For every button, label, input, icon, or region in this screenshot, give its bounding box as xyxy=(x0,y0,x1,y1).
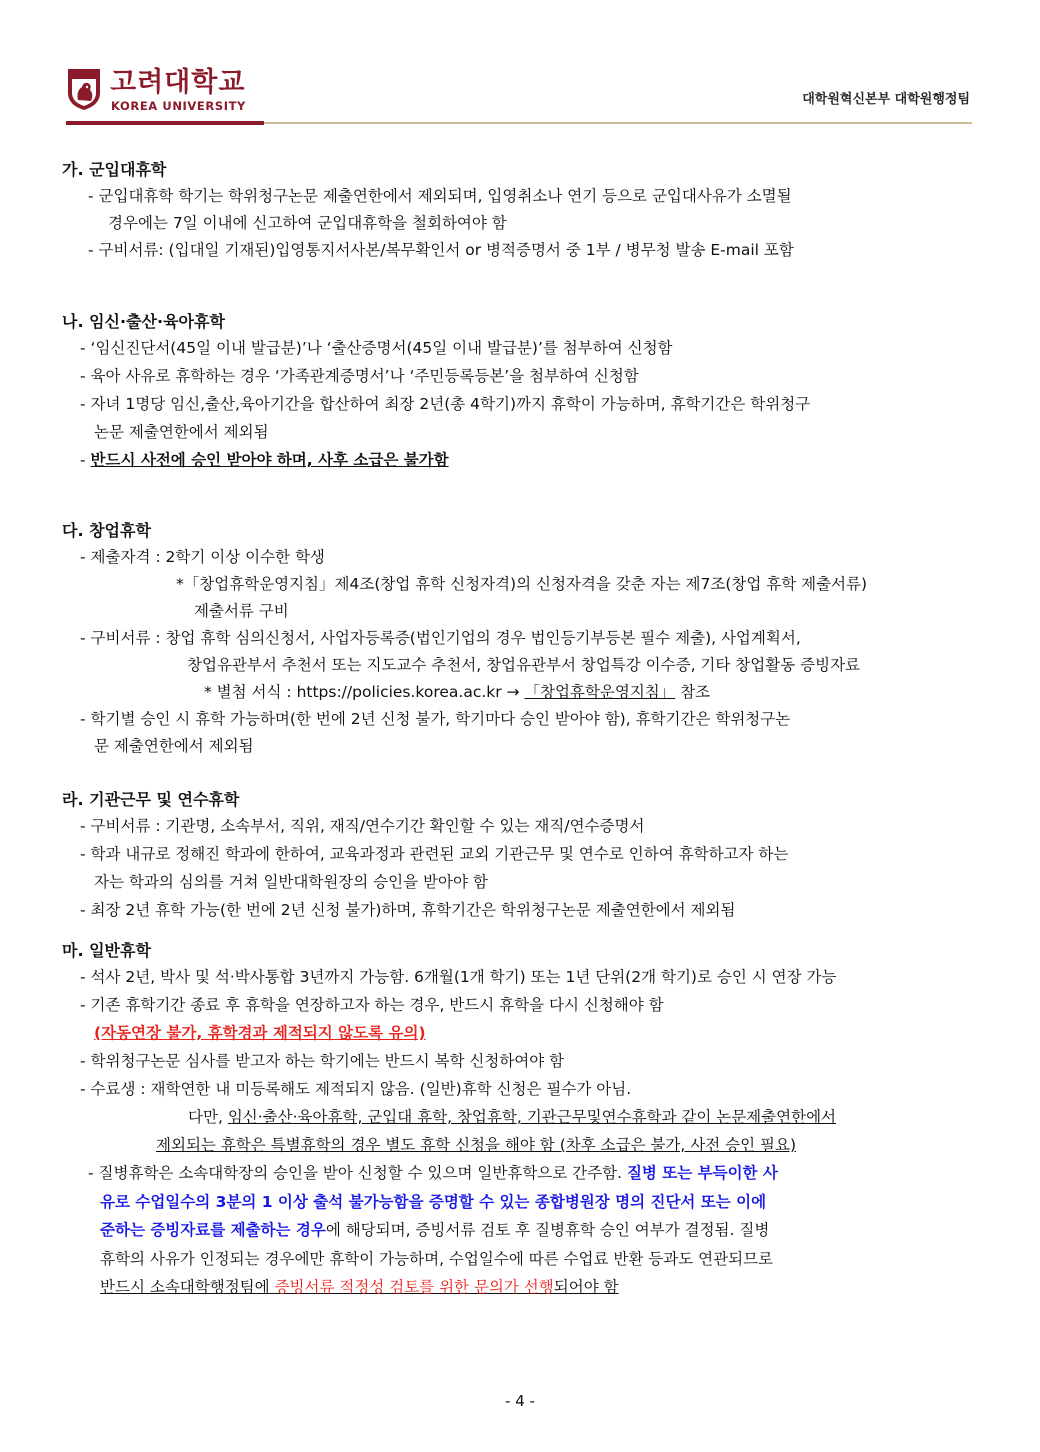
list-item: - 구비서류: (입대일 기재된)입영통지서사본/복무확인서 or 병적증명서 중 1부 / 병무청 발송 E-mail 포함 xyxy=(88,241,794,259)
page-number: - 4 - xyxy=(505,1392,535,1410)
list-item-continuation: 창업유관부서 추천서 또는 지도교수 추천서, 창업유관부서 창업특강 이수증, 기타 창업활동 증빙자료 xyxy=(187,656,861,674)
list-item: - 구비서류 : 기관명, 소속부서, 직위, 재직/연수기간 확인할 수 있는 재직/연수증명서 xyxy=(80,817,645,835)
list-item: - ‘임신진단서(45일 이내 발급분)’나 ‘출산증명서(45일 이내 발급분)’를 첨부하여 신청함 xyxy=(80,339,673,357)
list-item-continuation: 준하는 증빙자료를 제출하는 경우에 해당되며, 증빙서류 검토 후 질병휴학 승인 여부가 결정됨. 질병 xyxy=(100,1221,770,1239)
list-item: - 육아 사유로 휴학하는 경우 ‘가족관계증명서’나 ‘주민등록등본’을 첨부하여 신청함 xyxy=(80,367,639,385)
section-startup-leave xyxy=(62,517,978,760)
list-item: - 학기별 승인 시 휴학 가능하며(한 번에 2년 신청 불가, 학기마다 승인 받아야 함), 휴학기간은 학위청구논 xyxy=(80,710,791,728)
page-header xyxy=(66,62,972,126)
list-item: - 제출자격 : 2학기 이상 이수한 학생 xyxy=(80,548,325,566)
list-item-continuation: 문 제출연한에서 제외됨 xyxy=(94,737,254,755)
section-pregnancy-leave xyxy=(62,308,978,475)
guideline-link[interactable]: 「창업휴학운영지침」 xyxy=(524,683,676,701)
list-item-continuation: 반드시 소속대학행정팀에 증빙서류 적정성 검토를 위한 문의가 선행되어야 함 xyxy=(100,1278,619,1296)
section-general-leave xyxy=(62,937,978,1303)
list-item: - 수료생 : 재학연한 내 미등록해도 제적되지 않음. (일반)휴학 신청은 필수가 아님. xyxy=(80,1080,632,1098)
document-body xyxy=(62,156,978,1303)
list-item: - 석사 2년, 박사 및 석·박사통합 3년까지 가능함. 6개월(1개 학기) 또는 1년 단위(2개 학기)로 승인 시 연장 가능 xyxy=(80,968,837,986)
list-item-continuation: 유로 수업일수의 3분의 1 이상 출석 불가능함을 증명할 수 있는 종합병원장 명의 진단서 또는 이에 xyxy=(100,1192,767,1211)
department-name: 대학원혁신본부 대학원행정팀 xyxy=(802,92,970,107)
list-item: - 최장 2년 휴학 가능(한 번에 2년 신청 불가)하며, 휴학기간은 학위청구논문 제출연한에서 제외됨 xyxy=(80,901,736,919)
list-item: - 기존 휴학기간 종료 후 휴학을 연장하고자 하는 경우, 반드시 휴학을 다시 신청해야 함 xyxy=(80,996,664,1014)
header-rule xyxy=(264,122,972,124)
list-item: - 학위청구논문 심사를 받고자 하는 학기에는 반드시 복학 신청하여야 함 xyxy=(80,1052,565,1070)
section-title: 마. 일반휴학 xyxy=(62,941,151,960)
list-item-continuation: 논문 제출연한에서 제외됨 xyxy=(94,423,269,441)
section-title: 가. 군입대휴학 xyxy=(62,160,167,179)
list-item-continuation: 제외되는 휴학은 특별휴학의 경우 별도 휴학 신청을 해야 함 (차후 소급은 불가, 사전 승인 필요) xyxy=(156,1136,797,1154)
list-item: - 군입대휴학 학기는 학위청구논문 제출연한에서 제외되며, 입영취소나 연기 등으로 군입대사유가 소멸될 xyxy=(88,187,792,205)
section-title: 라. 기관근무 및 연수휴학 xyxy=(62,790,240,809)
list-item-continuation: 휴학의 사유가 인정되는 경우에만 휴학이 가능하며, 수업일수에 따른 수업료 반환 등과도 연관되므로 xyxy=(100,1249,774,1268)
logo-korean-name: 고려대학교 xyxy=(110,67,246,98)
list-item: - 질병휴학은 소속대학장의 승인을 받아 신청할 수 있으며 일반휴학으로 간주함. 질병 또는 부득이한 사 xyxy=(88,1164,778,1182)
list-item-continuation: 자는 학과의 심의를 거쳐 일반대학원장의 승인을 받아야 함 xyxy=(94,873,488,891)
list-item-continuation: 다만, 임신·출산·육아휴학, 군입대 휴학, 창업휴학, 기관근무및연수휴학과 같이 논문제출연한에서 xyxy=(188,1108,837,1126)
list-item: - 학과 내규로 정해진 학과에 한하여, 교육과정과 관련된 교외 기관근무 및 연수로 인하여 휴학하고자 하는 xyxy=(80,845,789,863)
section-title: 나. 임신·출산·육아휴학 xyxy=(62,312,225,331)
section-title: 다. 창업휴학 xyxy=(62,521,151,540)
note-continuation: 제출서류 구비 xyxy=(194,602,289,620)
emphasis-text: 반드시 사전에 승인 받아야 하며, 사후 소급은 불가함 xyxy=(90,451,449,469)
list-item: - 자녀 1명당 임신,출산,육아기간을 합산하여 최장 2년(총 4학기)까지 휴학이 가능하며, 휴학기간은 학위청구 xyxy=(80,395,811,413)
list-item: - 구비서류 : 창업 휴학 심의신청서, 사업자등록증(법인기업의 경우 법인등기부등본 필수 제출), 사업계획서, xyxy=(80,629,801,647)
university-seal-icon xyxy=(66,67,102,111)
note: *「창업휴학운영지침」제4조(창업 휴학 신청자격)의 신청자격을 갖춘 자는 제7조(창업 휴학 제출서류) xyxy=(176,575,868,593)
list-item-continuation: 경우에는 7일 이내에 신고하여 군입대휴학을 철회하여야 함 xyxy=(108,214,507,232)
attachment-note: * 별첨 서식 : https://policies.korea.ac.kr → 「창업휴학운영지침」 참조 xyxy=(204,683,711,701)
logo-english-name: KOREA UNIVERSITY xyxy=(111,99,246,113)
section-institution-leave xyxy=(62,786,978,925)
warning-note: (자동연장 불가, 휴학경과 제적되지 않도록 유의) xyxy=(94,1024,426,1042)
list-item-emphasis: - 반드시 사전에 승인 받아야 하며, 사후 소급은 불가함 xyxy=(80,451,449,469)
header-rule-accent xyxy=(66,121,264,125)
section-military-leave xyxy=(62,156,978,264)
